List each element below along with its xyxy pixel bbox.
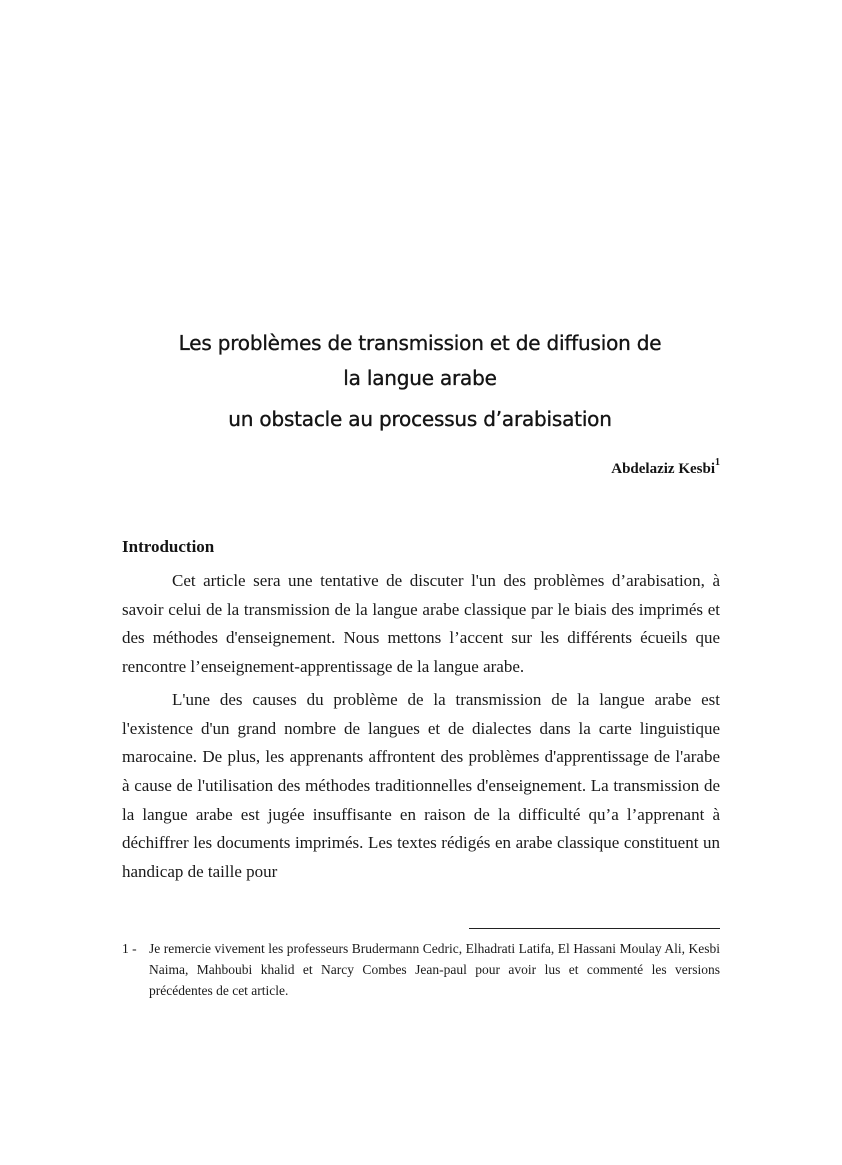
title-line-1: Les problèmes de transmission et de diffusion de <box>178 331 662 355</box>
title-line-3: un obstacle au processus d’arabisation <box>228 407 612 431</box>
title-line-2: la langue arabe <box>343 366 497 390</box>
footnote <box>122 938 720 1001</box>
paragraph-1: Cet article sera une tentative de discuter l'un des problèmes d’arabisation, à savoir celui de la transmission de la langue arabe classique par le biais des imprimés et des méthodes d'enseignement. Nous mettons l’accent sur les différents écueils que rencontre l’enseignement-apprentissage de la langue arabe. <box>122 571 720 677</box>
section-heading: Introduction <box>122 537 215 556</box>
author-byline <box>611 459 720 478</box>
footnote-number: 1 - <box>122 941 137 956</box>
footnote-text: Je remercie vivement les professeurs Brudermann Cedric, Elhadrati Latifa, El Hassani Moulay Ali, Kesbi Naima, Mahboubi khalid et Narcy Combes Jean-paul pour avoir lus et commenté les versions précédentes de cet article. <box>149 941 720 998</box>
author-name: Abdelaziz Kesbi <box>611 461 715 477</box>
author-footnote-ref[interactable]: 1 <box>715 457 720 468</box>
section-body <box>122 567 720 891</box>
paragraph-2: L'une des causes du problème de la transmission de la langue arabe est l'existence d'un grand nombre de langues et de dialectes dans la carte linguistique marocaine. De plus, les apprenants affrontent des problèmes d'apprentissage de l'arabe à cause de l'utilisation des méthodes traditionnelles d'enseignement. La transmission de la langue arabe est jugée insuffisante en raison de la difficulté qu’a l’apprenant à déchiffrer les documents imprimés. Les textes rédigés en arabe classique constituent un handicap de taille pour <box>122 689 720 882</box>
article-title <box>100 326 740 437</box>
footnote-separator <box>469 928 720 929</box>
